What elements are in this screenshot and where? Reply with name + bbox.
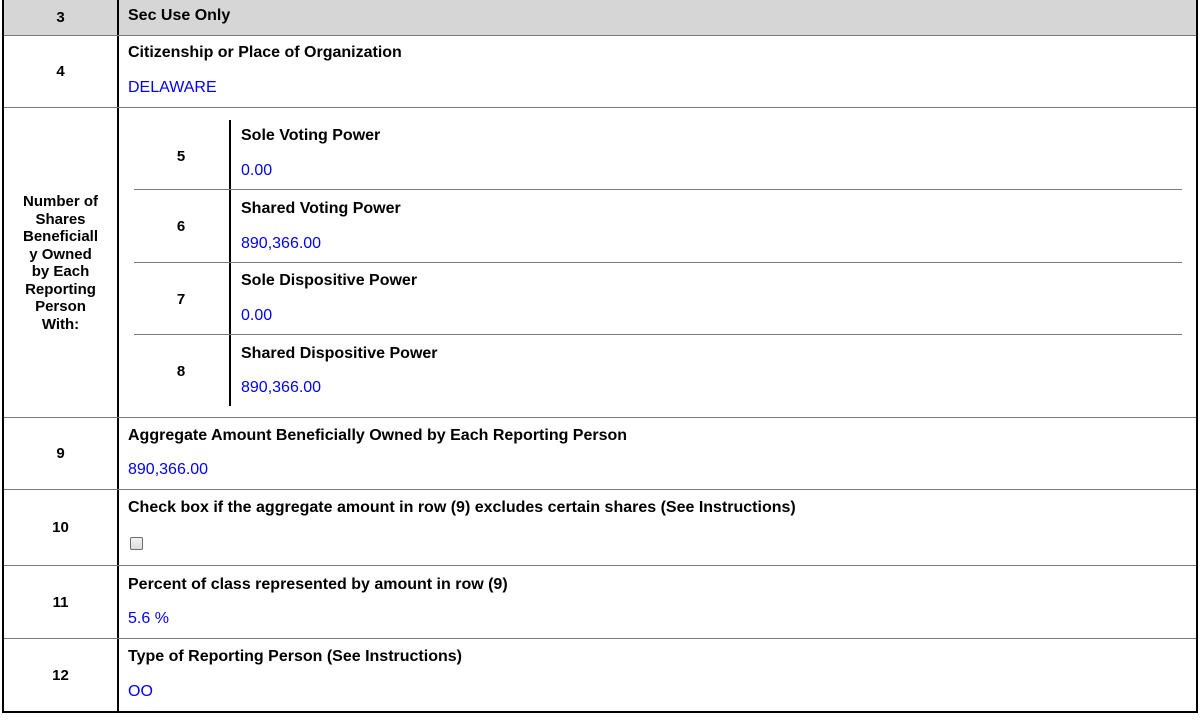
row-value: OO xyxy=(128,683,153,700)
row-label: Percent of class represented by amount in row (9) xyxy=(128,576,508,593)
subtable-divider xyxy=(229,120,231,406)
row-7-number: 7 xyxy=(176,290,186,308)
row-6-label: Shared Voting Power xyxy=(241,200,401,217)
row-7-value: 0.00 xyxy=(241,307,273,324)
row-6-number: 6 xyxy=(176,217,186,235)
subtable-separator xyxy=(134,262,1182,263)
row-value: 5.6 % xyxy=(128,610,169,627)
row-7-label: Sole Dispositive Power xyxy=(241,272,418,289)
schedule-13-form-table xyxy=(2,0,1198,713)
row-number: 9 xyxy=(4,418,119,489)
subtable-separator xyxy=(134,334,1182,335)
row-5-number: 5 xyxy=(176,147,186,165)
row-number: 11 xyxy=(4,566,119,638)
row-12 xyxy=(4,639,1196,711)
row-9 xyxy=(4,418,1196,490)
row-8-number: 8 xyxy=(176,362,186,380)
row-label: Check box if the aggregate amount in row (9) excludes certain shares (See Instructions) xyxy=(128,499,796,516)
row-value: 890,366.00 xyxy=(128,461,209,478)
row-number: 10 xyxy=(4,490,119,565)
row-8-value: 890,366.00 xyxy=(241,379,322,396)
row-value: DELAWARE xyxy=(128,79,217,96)
shares-side-label: Number of Shares Beneficiall y Owned by Each Reporting Person With: xyxy=(22,193,99,333)
row-8-label: Shared Dispositive Power xyxy=(241,345,438,362)
excludes-shares-checkbox[interactable] xyxy=(130,537,143,550)
row-label: Sec Use Only xyxy=(128,7,231,24)
row-10 xyxy=(4,490,1196,566)
row-label: Aggregate Amount Beneficially Owned by Each Reporting Person xyxy=(128,427,628,444)
shares-beneficially-owned-block xyxy=(4,108,1196,418)
row-5-value: 0.00 xyxy=(241,162,273,179)
row-11 xyxy=(4,566,1196,639)
row-4 xyxy=(4,36,1196,108)
row-number: 12 xyxy=(4,639,119,711)
row-label: Citizenship or Place of Organization xyxy=(128,44,402,61)
row-3 xyxy=(4,0,1196,36)
row-number: 4 xyxy=(4,36,119,107)
row-label: Type of Reporting Person (See Instructions) xyxy=(128,648,462,665)
row-6-value: 890,366.00 xyxy=(241,235,322,252)
row-5-label: Sole Voting Power xyxy=(241,127,381,144)
subtable-separator xyxy=(134,189,1182,190)
row-number: 3 xyxy=(4,0,119,35)
